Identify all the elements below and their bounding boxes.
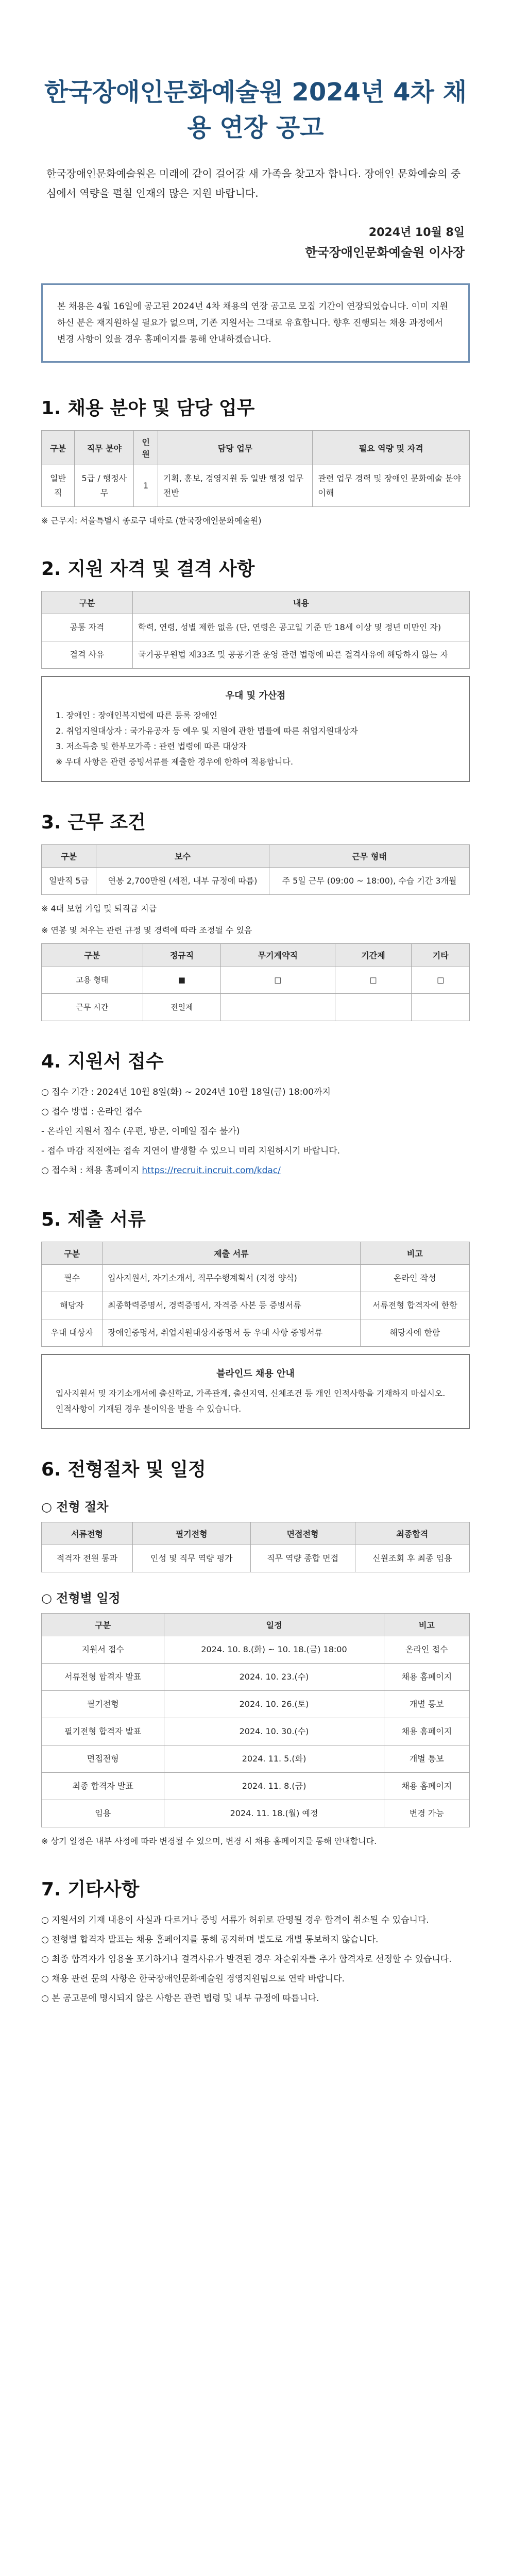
table-header-row (42, 431, 470, 465)
application-url-link[interactable]: https://recruit.incruit.com/kdac/ (142, 1165, 281, 1176)
application-url-line (41, 1162, 470, 1179)
table-row (42, 1545, 470, 1572)
job-table (41, 430, 470, 507)
table-header: 담당 업무 (158, 431, 312, 465)
table-row (42, 465, 470, 507)
table-cell: 채용 홈페이지 (384, 1773, 469, 1800)
application-url-label: ○ 접수처 : 채용 홈페이지 (41, 1165, 139, 1176)
table-cell: 2024. 11. 8.(금) (164, 1773, 384, 1800)
table-cell: 5급 / 행정사무 (75, 465, 134, 507)
table-cell: 직무 역량 종합 면접 (250, 1545, 355, 1572)
notice-text: 본 채용은 4월 16일에 공고된 2024년 4차 채용의 연장 공고로 모집 기간이 연장되었습니다. 이미 지원하신 분은 재지원하실 필요가 없으며, 기존 지원서는 그대로 유효합니다. 향후 진행되는 채용 과정에서 변경 사항이 있을 경우 홈페이지를 통해 안내하겠습니다. (57, 301, 448, 345)
table-header: 일정 (164, 1614, 384, 1636)
section-5-title: 5. 제출 서류 (41, 1209, 146, 1230)
table-row (42, 1292, 470, 1319)
checkbox-icon: □ (412, 967, 470, 994)
checkbox-icon: ■ (143, 967, 220, 994)
table-header-row (42, 1522, 470, 1545)
table-cell: 해당자 (42, 1292, 103, 1319)
table-cell (412, 994, 470, 1021)
table-cell: 기획, 홍보, 경영지원 등 일반 행정 업무 전반 (158, 465, 312, 507)
table-header-row (42, 591, 470, 614)
table-cell: 연봉 2,700만원 (세전, 내부 규정에 따름) (96, 868, 269, 895)
section-3-note: ※ 4대 보험 가입 및 퇴직금 지급 (41, 904, 157, 913)
table-header: 내용 (133, 591, 470, 614)
table-row (42, 967, 470, 994)
table-row (42, 641, 470, 669)
section-7-title: 7. 기타사항 (41, 1879, 140, 1900)
schedule-subtitle: ○ 전형별 일정 (41, 1591, 121, 1605)
table-header: 구분 (42, 1242, 103, 1265)
table-cell: 일반직 (42, 465, 75, 507)
table-row (42, 1319, 470, 1347)
table-cell: 서류전형 합격자에 한함 (360, 1292, 469, 1319)
table-cell: 온라인 작성 (360, 1265, 469, 1292)
table-row (42, 1745, 470, 1773)
list-item: - 접수 마감 직전에는 접속 지연이 발생할 수 있으니 미리 지원하시기 바랍니다. (41, 1146, 340, 1156)
list-item: ○ 접수 기간 : 2024년 10월 8일(화) ~ 2024년 10월 18일(금) 18:00까지 (41, 1087, 331, 1097)
employment-type-table (41, 943, 470, 1021)
conditions-table (41, 844, 470, 895)
table-cell: 근무 시간 (42, 994, 143, 1021)
table-cell: 지원서 접수 (42, 1636, 164, 1664)
table-cell: 2024. 10. 8.(화) ~ 10. 18.(금) 18:00 (164, 1636, 384, 1664)
table-header: 인원 (134, 431, 158, 465)
table-header: 근무 형태 (269, 845, 469, 868)
table-cell: 온라인 접수 (384, 1636, 469, 1664)
list-item: 2. 취업지원대상자 : 국가유공자 등 예우 및 지원에 관한 법률에 따른 취업지원대상자 (56, 726, 358, 736)
process-table (41, 1522, 470, 1572)
table-row (42, 614, 470, 641)
selection-process-subtitle: ○ 전형 절차 (41, 1500, 109, 1514)
table-cell: 2024. 10. 23.(수) (164, 1664, 384, 1691)
intro-text: 한국장애인문화예술원은 미래에 같이 걸어갈 새 가족을 찾고자 합니다. 장애인 문화예술의 중심에서 역량을 펼칠 인재의 많은 지원 바랍니다. (46, 167, 461, 199)
checkbox-icon: □ (335, 967, 412, 994)
table-cell: 변경 가능 (384, 1800, 469, 1827)
table-header: 면접전형 (250, 1522, 355, 1545)
table-cell: 개별 통보 (384, 1745, 469, 1773)
table-cell: 적격자 전원 통과 (42, 1545, 133, 1572)
checkbox-icon: □ (221, 967, 335, 994)
table-header: 무기계약직 (221, 944, 335, 967)
blind-recruitment-box (41, 1354, 470, 1429)
table-cell: 해당자에 한함 (360, 1319, 469, 1347)
table-cell: 2024. 10. 26.(토) (164, 1691, 384, 1718)
list-item: ○ 채용 관련 문의 사항은 한국장애인문화예술원 경영지원팀으로 연락 바랍니다. (41, 1974, 345, 1984)
table-cell: 필기전형 (42, 1691, 164, 1718)
section-1-note: ※ 근무지: 서울특별시 종로구 대학로 (한국장애인문화예술원) (41, 516, 262, 526)
documents-table (41, 1242, 470, 1347)
table-header: 구분 (42, 845, 96, 868)
list-item: 1. 장애인 : 장애인복지법에 따른 등록 장애인 (56, 710, 217, 720)
table-header-row (42, 1242, 470, 1265)
list-item: ○ 접수 방법 : 온라인 접수 (41, 1107, 142, 1117)
list-item: ○ 최종 합격자가 임용을 포기하거나 결격사유가 발견된 경우 차순위자를 추가 합격자로 선정할 수 있습니다. (41, 1954, 452, 1964)
table-cell: 인성 및 직무 역량 평가 (132, 1545, 250, 1572)
table-header: 필요 역량 및 자격 (313, 431, 470, 465)
table-row (42, 1800, 470, 1827)
list-item: 3. 저소득층 및 한부모가족 : 관련 법령에 따른 대상자 (56, 741, 247, 751)
table-cell: 1 (134, 465, 158, 507)
table-cell: 일반직 5급 (42, 868, 96, 895)
table-cell: 개별 통보 (384, 1691, 469, 1718)
table-row (42, 1664, 470, 1691)
table-header: 정규직 (143, 944, 220, 967)
table-cell: 공통 자격 (42, 614, 133, 641)
table-cell: 학력, 연령, 성별 제한 없음 (단, 연령은 공고일 기준 만 18세 이상 및 정년 미만인 자) (133, 614, 470, 641)
table-cell: 2024. 11. 18.(월) 예정 (164, 1800, 384, 1827)
table-row (42, 1265, 470, 1292)
table-cell: 전일제 (143, 994, 220, 1021)
table-header-row (42, 845, 470, 868)
schedule-table (41, 1613, 470, 1827)
notice-box (41, 283, 470, 363)
table-cell: 필기전형 합격자 발표 (42, 1718, 164, 1745)
table-row (42, 868, 470, 895)
section-1-title: 1. 채용 분야 및 담당 업무 (41, 398, 255, 419)
section-6-note: ※ 상기 일정은 내부 사정에 따라 변경될 수 있으며, 변경 시 채용 홈페이지를 통해 안내합니다. (41, 1836, 377, 1846)
table-header: 구분 (42, 944, 143, 967)
section-3-title: 3. 근무 조건 (41, 812, 146, 833)
table-row (42, 1691, 470, 1718)
list-item: 인적사항이 기재된 경우 불이익을 받을 수 있습니다. (56, 1404, 242, 1414)
table-cell: 주 5일 근무 (09:00 ~ 18:00), 수습 기간 3개월 (269, 868, 469, 895)
table-header: 보수 (96, 845, 269, 868)
table-header-row (42, 1614, 470, 1636)
table-header: 제출 서류 (103, 1242, 361, 1265)
list-item: ※ 우대 사항은 관련 증빙서류를 제출한 경우에 한하여 적용합니다. (56, 757, 294, 767)
table-cell: 장애인증명서, 취업지원대상자증명서 등 우대 사항 증빙서류 (103, 1319, 361, 1347)
table-cell (221, 994, 335, 1021)
table-row (42, 1773, 470, 1800)
table-cell: 고용 형태 (42, 967, 143, 994)
table-cell: 신원조회 후 최종 임용 (355, 1545, 470, 1572)
table-cell: 2024. 10. 30.(수) (164, 1718, 384, 1745)
table-cell: 결격 사유 (42, 641, 133, 669)
table-cell: 임용 (42, 1800, 164, 1827)
table-cell: 최종학력증명서, 경력증명서, 자격증 사본 등 증빙서류 (103, 1292, 361, 1319)
table-header: 최종합격 (355, 1522, 470, 1545)
table-header: 비고 (360, 1242, 469, 1265)
preference-box (41, 676, 470, 782)
table-cell: 국가공무원법 제33조 및 공공기관 운영 관련 법령에 따른 결격사유에 해당하지 않는 자 (133, 641, 470, 669)
table-header: 구분 (42, 591, 133, 614)
table-row (42, 1636, 470, 1664)
table-cell (335, 994, 412, 1021)
table-cell: 2024. 11. 5.(화) (164, 1745, 384, 1773)
table-header: 직무 분야 (75, 431, 134, 465)
table-header: 구분 (42, 431, 75, 465)
table-header: 구분 (42, 1614, 164, 1636)
section-6-title: 6. 전형절차 및 일정 (41, 1459, 206, 1480)
section-3-note: ※ 연봉 및 처우는 관련 규정 및 경력에 따라 조정될 수 있음 (41, 925, 252, 935)
section-2-title: 2. 지원 자격 및 결격 사항 (41, 558, 255, 580)
table-cell: 서류전형 합격자 발표 (42, 1664, 164, 1691)
section-4-title: 4. 지원서 접수 (41, 1051, 164, 1072)
table-header: 필기전형 (132, 1522, 250, 1545)
table-row (42, 994, 470, 1021)
table-cell: 채용 홈페이지 (384, 1718, 469, 1745)
table-header: 기타 (412, 944, 470, 967)
table-cell: 채용 홈페이지 (384, 1664, 469, 1691)
organization-signature: 한국장애인문화예술원 이사장 (305, 245, 465, 260)
table-cell: 입사지원서, 자기소개서, 직무수행계획서 (지정 양식) (103, 1265, 361, 1292)
document-title: 한국장애인문화예술원 2024년 4차 채용 연장 공고 (44, 78, 467, 142)
table-header-row (42, 944, 470, 967)
table-header: 기간제 (335, 944, 412, 967)
table-cell: 우대 대상자 (42, 1319, 103, 1347)
table-header: 비고 (384, 1614, 469, 1636)
list-item: ○ 본 공고문에 명시되지 않은 사항은 관련 법령 및 내부 규정에 따릅니다. (41, 1993, 319, 2004)
preference-box-title: 우대 및 가산점 (225, 690, 286, 701)
list-item: ○ 지원서의 기재 내용이 사실과 다르거나 증빙 서류가 허위로 판명될 경우 합격이 취소될 수 있습니다. (41, 1915, 429, 1925)
table-cell: 최종 합격자 발표 (42, 1773, 164, 1800)
table-row (42, 1718, 470, 1745)
list-item: 입사지원서 및 자기소개서에 출신학교, 가족관계, 출신지역, 신체조건 등 개인 인적사항을 기재하지 마십시오. (56, 1388, 446, 1398)
table-header: 서류전형 (42, 1522, 133, 1545)
list-item: ○ 전형별 합격자 발표는 채용 홈페이지를 통해 공지하며 별도로 개별 통보하지 않습니다. (41, 1935, 379, 1945)
misc-list (41, 1911, 470, 2007)
list-item: - 온라인 지원서 접수 (우편, 방문, 이메일 접수 불가) (41, 1126, 240, 1137)
table-cell: 면접전형 (42, 1745, 164, 1773)
eligibility-table (41, 591, 470, 669)
notice-date: 2024년 10월 8일 (368, 226, 465, 239)
table-cell: 관련 업무 경력 및 장애인 문화예술 분야 이해 (313, 465, 470, 507)
blind-recruitment-title: 블라인드 채용 안내 (216, 1368, 295, 1379)
table-cell: 필수 (42, 1265, 103, 1292)
